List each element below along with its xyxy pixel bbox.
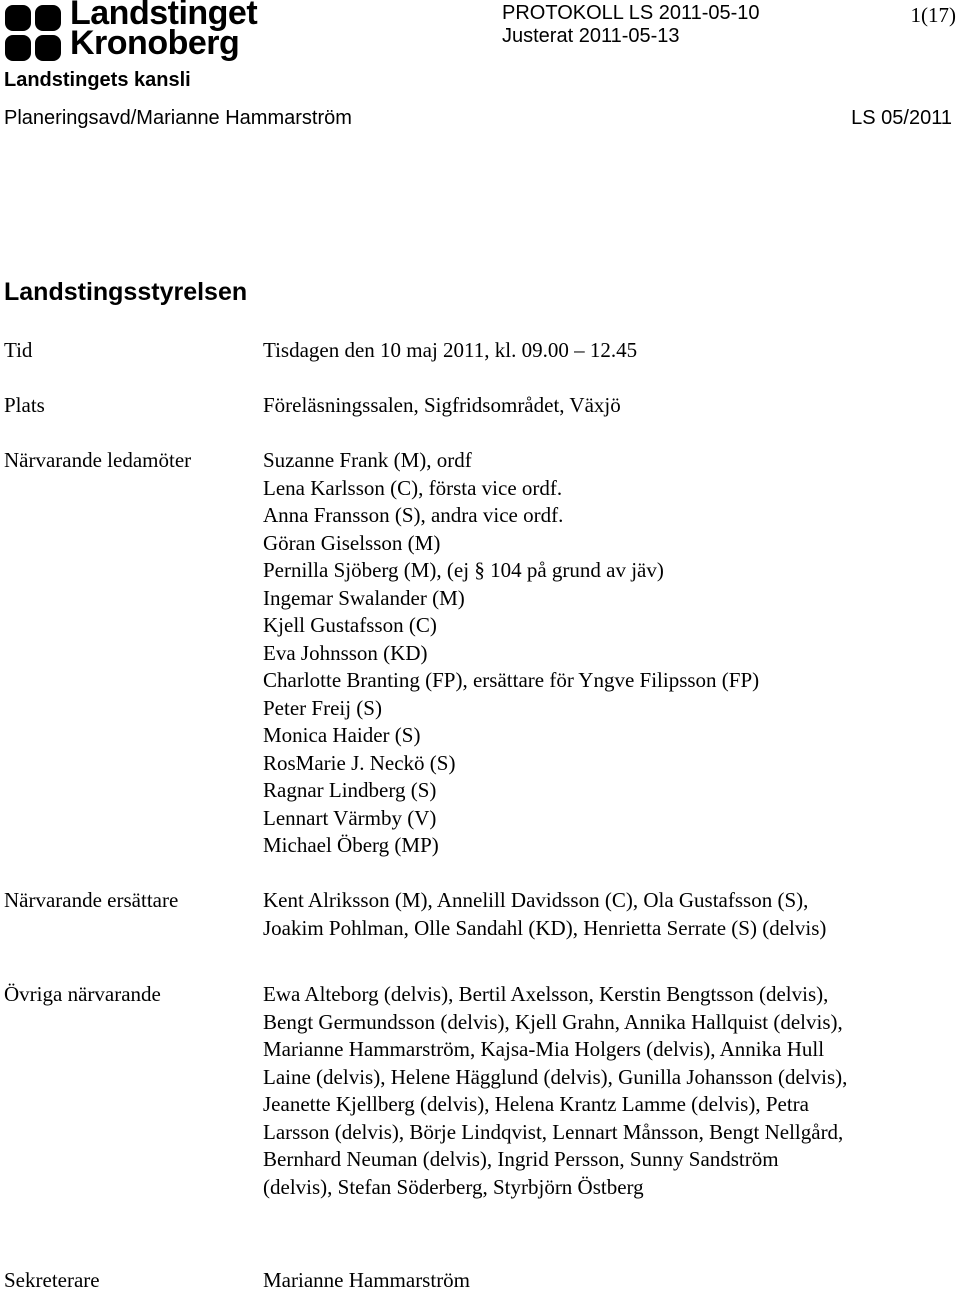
list-item: Lena Karlsson (C), första vice ordf. <box>263 475 563 500</box>
members-label: Närvarande ledamöter <box>4 448 192 472</box>
list-item: Monica Haider (S) <box>263 723 421 747</box>
others-label: Övriga närvarande <box>4 982 161 1006</box>
list-item: Eva Johnsson (KD) <box>263 640 428 665</box>
list-item: Ingemar Swalander (M) <box>263 585 465 610</box>
place-label: Plats <box>4 393 45 417</box>
list-item: Göran Giselsson (M) <box>263 530 441 555</box>
list-item: Lennart Värmby (V) <box>263 805 437 830</box>
others-value: Ewa Alteborg (delvis), Bertil Axelsson, Kerstin Bengtsson (delvis), Bengt Germundsson (delvis), Kjell Grahn, Annika Hallquist (delvis), Marianne Hammarström, Kajsa-Mia Holgers (delvis), Annika Hull Laine (delvis), Helene Hägglund (delvis), Gunilla Johansson (delvis), Jeanette Kjellberg (delvis), Helena Krantz Lamme (delvis), Petra Larsson (delvis), Börje Lindqvist, Lennart Månsson, Bengt Nellgård, Bernhard Neuman (delvis), Ingrid Persson, Sunny Sandström (delvis), Stefan Söderberg, Styrbjörn Östberg <box>263 982 848 1199</box>
list-item: Pernilla Sjöberg (M), (ej § 104 på grund av jäv) <box>263 558 664 582</box>
time-value: Tisdagen den 10 maj 2011, kl. 09.00 – 12.45 <box>263 338 638 362</box>
list-item: Anna Fransson (S), andra vice ordf. <box>263 503 564 527</box>
logo-emblem-icon <box>4 4 62 62</box>
list-item: Michael Öberg (MP) <box>263 833 439 857</box>
list-item: Kjell Gustafsson (C) <box>263 613 437 637</box>
time-label: Tid <box>4 338 33 362</box>
logo-wordmark: Landstinget Kronoberg <box>70 0 258 62</box>
list-item: Suzanne Frank (M), ordf <box>263 448 472 472</box>
secretary-value: Marianne Hammarström <box>263 1268 471 1292</box>
place-value: Föreläsningssalen, Sigfridsområdet, Växjö <box>263 393 621 417</box>
list-item: RosMarie J. Neckö (S) <box>263 750 456 775</box>
office-name: Landstingets kansli <box>4 69 191 91</box>
members-list <box>263 447 759 860</box>
list-item: Peter Freij (S) <box>263 695 382 720</box>
secretary-label: Sekreterare <box>4 1268 100 1292</box>
protocol-date: PROTOKOLL LS 2011-05-10 <box>502 2 760 24</box>
department-name: Planeringsavd/Marianne Hammarström <box>4 107 352 129</box>
reference-number: LS 05/2011 <box>851 107 952 129</box>
substitutes-label: Närvarande ersättare <box>4 888 179 912</box>
page-number: 1(17) <box>910 3 956 27</box>
list-item: Ragnar Lindberg (S) <box>263 778 437 802</box>
substitutes-value: Kent Alriksson (M), Annelill Davidsson (C), Ola Gustafsson (S), Joakim Pohlman, Olle Sandahl (KD), Henrietta Serrate (S) (delvis) <box>263 888 827 940</box>
page-title: Landstingsstyrelsen <box>4 278 248 306</box>
adjusted-date: Justerat 2011-05-13 <box>502 25 680 47</box>
list-item: Charlotte Branting (FP), ersättare för Yngve Filipsson (FP) <box>263 668 760 692</box>
landstinget-kronoberg-logo <box>4 0 258 66</box>
